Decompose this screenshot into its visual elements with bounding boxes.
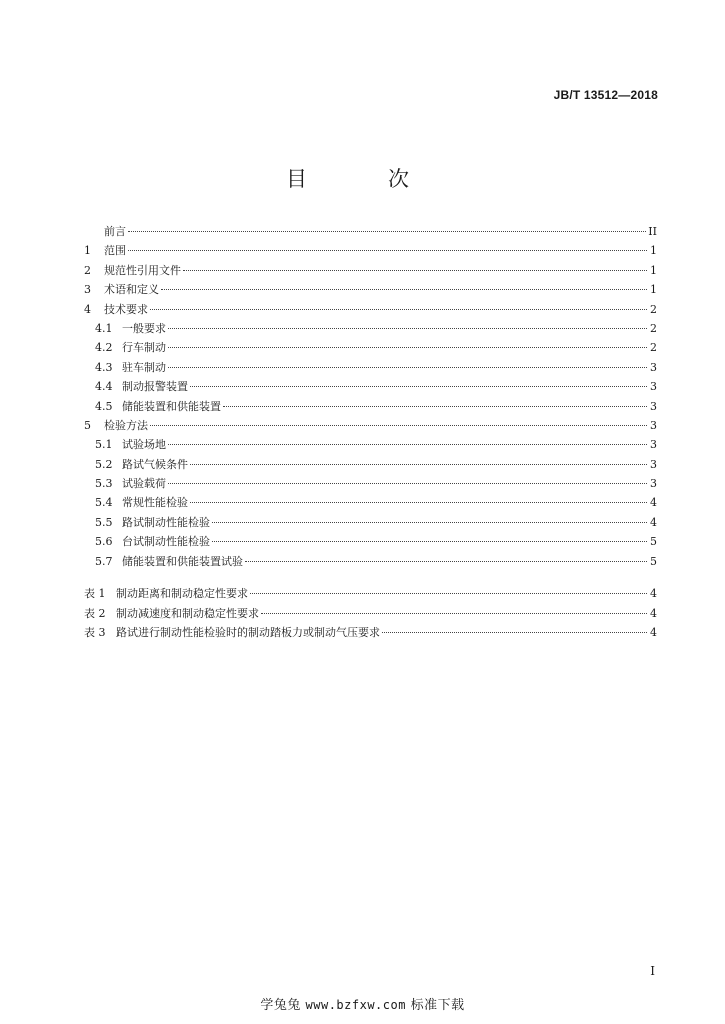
- dot-leader: [212, 541, 647, 542]
- entry-page: 3: [650, 438, 657, 452]
- entry-number: 表 2: [84, 606, 106, 620]
- dot-leader: [161, 289, 647, 290]
- entry-number: 1: [84, 244, 91, 258]
- entry-page: 2: [650, 321, 657, 335]
- entry-page: 4: [650, 587, 657, 600]
- entry-number: 5.4: [95, 496, 113, 510]
- entry-page: 1: [650, 283, 657, 297]
- toc-entry[interactable]: [84, 474, 657, 493]
- toc-entry[interactable]: [84, 222, 657, 241]
- toc-entry[interactable]: [84, 584, 657, 604]
- entry-label: 制动减速度和制动稳定性要求: [116, 606, 259, 620]
- entry-page: 5: [650, 554, 657, 568]
- dot-leader: [150, 425, 647, 426]
- entry-number: 4.3: [95, 360, 113, 374]
- entry-label: 路试气候条件: [122, 457, 188, 471]
- dot-leader: [128, 250, 647, 251]
- entry-number: 5.2: [95, 457, 113, 471]
- entry-label: 前言: [104, 225, 126, 238]
- dot-leader: [190, 464, 647, 465]
- entry-page: 3: [650, 418, 657, 432]
- entry-page: 3: [650, 457, 657, 471]
- toc-entry[interactable]: [84, 416, 657, 435]
- entry-label: 试验载荷: [122, 477, 166, 491]
- entry-label: 储能装置和供能装置: [122, 399, 221, 413]
- entry-number: 2: [84, 263, 91, 277]
- dot-leader: [168, 328, 647, 329]
- entry-label: 路试进行制动性能检验时的制动踏板力或制动气压要求: [116, 626, 380, 639]
- dot-leader: [183, 270, 647, 271]
- entry-page: 3: [650, 477, 657, 491]
- toc-entry[interactable]: [84, 377, 657, 396]
- entry-label: 行车制动: [122, 341, 166, 355]
- dot-leader: [223, 406, 647, 407]
- entry-page: 2: [650, 302, 657, 316]
- entry-label: 一般要求: [122, 321, 166, 335]
- entry-page: 3: [650, 399, 657, 413]
- toc-entry[interactable]: [84, 493, 657, 512]
- entry-page: 4: [650, 496, 657, 510]
- entry-number: 4.1: [95, 321, 113, 335]
- entry-number: 4: [84, 302, 91, 316]
- entry-label: 常规性能检验: [122, 496, 188, 510]
- entry-number: 5.6: [95, 535, 113, 549]
- dot-leader: [250, 593, 647, 594]
- entry-label: 储能装置和供能装置试验: [122, 554, 243, 568]
- entry-page: 4: [650, 515, 657, 529]
- toc-entry[interactable]: [84, 280, 657, 299]
- entry-label: 试验场地: [122, 438, 166, 452]
- footer-url[interactable]: www.bzfxw.com: [305, 998, 406, 1012]
- toc-entry[interactable]: [84, 261, 657, 280]
- entry-label: 范围: [104, 244, 126, 258]
- toc-entry[interactable]: [84, 455, 657, 474]
- entry-number: 5.3: [95, 477, 113, 491]
- entry-label: 制动距离和制动稳定性要求: [116, 587, 248, 600]
- watermark-footer: [0, 994, 725, 1013]
- entry-page: 1: [650, 244, 657, 258]
- dot-leader: [245, 561, 647, 562]
- table-of-contents: [84, 222, 657, 571]
- entry-page: 1: [650, 263, 657, 277]
- entry-page: 4: [650, 606, 657, 620]
- entry-label: 台试制动性能检验: [122, 535, 210, 549]
- toc-entry[interactable]: [84, 358, 657, 377]
- toc-entry[interactable]: [84, 241, 657, 260]
- entry-number: 4.4: [95, 380, 113, 394]
- list-of-tables: [84, 584, 657, 643]
- dot-leader: [382, 632, 647, 633]
- footer-prefix: 学兔兔: [260, 998, 301, 1013]
- entry-label: 路试制动性能检验: [122, 515, 210, 529]
- dot-leader: [190, 386, 647, 387]
- toc-entry[interactable]: [84, 513, 657, 532]
- entry-page: 2: [650, 341, 657, 355]
- toc-entry[interactable]: [84, 552, 657, 571]
- entry-label: 检验方法: [104, 418, 148, 432]
- entry-label: 规范性引用文件: [104, 263, 181, 277]
- entry-number: 表 1: [84, 587, 106, 600]
- dot-leader: [168, 347, 647, 348]
- dot-leader: [168, 444, 647, 445]
- entry-number: 4.2: [95, 341, 113, 355]
- dot-leader: [150, 309, 647, 310]
- toc-entry[interactable]: [84, 435, 657, 454]
- toc-entry[interactable]: [84, 623, 657, 643]
- standard-code: JB/T 13512—2018: [553, 88, 658, 102]
- entry-number: 5.5: [95, 515, 113, 529]
- entry-label: 制动报警装置: [122, 380, 188, 394]
- entry-number: 3: [84, 283, 91, 297]
- dot-leader: [212, 522, 647, 523]
- entry-number: 4.5: [95, 399, 113, 413]
- entry-number: 5: [84, 418, 91, 432]
- toc-entry[interactable]: [84, 397, 657, 416]
- entry-label: 术语和定义: [104, 283, 159, 297]
- entry-page: 3: [650, 360, 657, 374]
- toc-entry[interactable]: [84, 300, 657, 319]
- entry-number: 5.7: [95, 554, 113, 568]
- footer-suffix: 标准下载: [410, 998, 465, 1013]
- entry-page: 3: [650, 380, 657, 394]
- page-title: 目 次: [286, 167, 439, 191]
- dot-leader: [190, 502, 647, 503]
- entry-page: 5: [650, 535, 657, 549]
- entry-number: 5.1: [95, 438, 113, 452]
- toc-entry[interactable]: [84, 319, 657, 338]
- entry-label: 技术要求: [104, 302, 148, 316]
- dot-leader: [168, 367, 647, 368]
- toc-entry[interactable]: [84, 338, 657, 357]
- dot-leader: [168, 483, 647, 484]
- toc-entry[interactable]: [84, 604, 657, 624]
- toc-entry[interactable]: [84, 532, 657, 551]
- dot-leader: [128, 231, 646, 232]
- page-number: I: [650, 964, 655, 978]
- entry-page: 4: [650, 626, 657, 639]
- entry-page: II: [648, 225, 657, 238]
- entry-label: 驻车制动: [122, 360, 166, 374]
- dot-leader: [261, 613, 647, 614]
- entry-number: 表 3: [84, 626, 106, 639]
